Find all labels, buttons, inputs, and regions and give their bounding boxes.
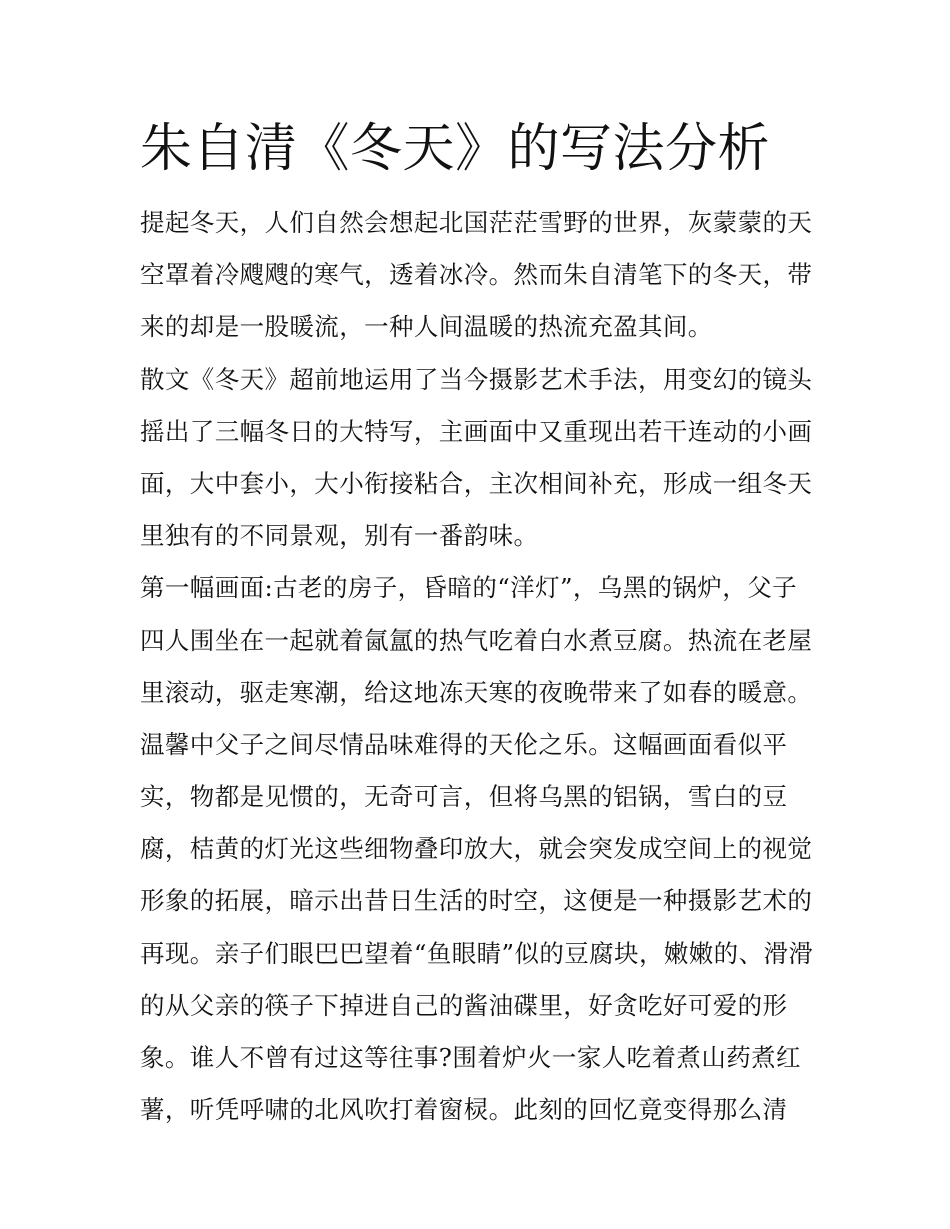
body-line: 温馨中父子之间尽情品味难得的天伦之乐。这幅画面看似平 bbox=[140, 729, 788, 759]
body-line: 再现。亲子们眼巴巴望着“鱼眼睛”似的豆腐块，嫩嫩的、滑滑 bbox=[140, 938, 814, 968]
body-line: 面，大中套小，大小衔接粘合，主次相间补充，形成一组冬天 bbox=[140, 468, 813, 498]
body-line: 实，物都是见惯的，无奇可言，但将乌黑的铝锅，雪白的豆 bbox=[140, 782, 788, 812]
document-body bbox=[140, 197, 830, 1136]
body-line: 里独有的不同景观，别有一番韵味。 bbox=[140, 521, 539, 551]
body-line: 形象的拓展，暗示出昔日生活的时空，这便是一种摄影艺术的 bbox=[140, 886, 813, 916]
body-line: 里滚动，驱走寒潮，给这地冻天寒的夜晚带来了如春的暖意。 bbox=[140, 677, 813, 707]
body-line: 提起冬天，人们自然会想起北国茫茫雪野的世界，灰蒙蒙的天 bbox=[140, 208, 813, 237]
body-line: 摇出了三幅冬日的大特写，主画面中又重现出若干连动的小画 bbox=[140, 416, 813, 446]
body-line: 散文《冬天》超前地运用了当今摄影艺术手法，用变幻的镜头 bbox=[140, 364, 813, 394]
body-line: 腐，桔黄的灯光这些细物叠印放大，就会突发成空间上的视觉 bbox=[140, 834, 813, 864]
body-line: 的从父亲的筷子下掉进自己的酱油碟里，好贪吃好可爱的形 bbox=[140, 990, 788, 1020]
body-line: 四人围坐在一起就着氤氲的热气吃着白水煮豆腐。热流在老屋 bbox=[140, 625, 813, 655]
body-line: 薯，听凭呼啸的北风吹打着窗棂。此刻的回忆竟变得那么清 bbox=[140, 1095, 788, 1125]
body-line: 空罩着冷飕飕的寒气，透着冰冷。然而朱自清笔下的冬天，带 bbox=[140, 260, 813, 290]
body-line: 来的却是一股暖流，一种人间温暖的热流充盈其间。 bbox=[140, 312, 713, 342]
body-line: 象。谁人不曾有过这等往事?围着炉火一家人吃着煮山药煮红 bbox=[140, 1043, 801, 1072]
document-title: 朱自清《冬天》的写法分析 bbox=[140, 119, 771, 179]
body-line: 第一幅画面:古老的房子，昏暗的“洋灯”，乌黑的锅炉，父子 bbox=[140, 573, 798, 603]
